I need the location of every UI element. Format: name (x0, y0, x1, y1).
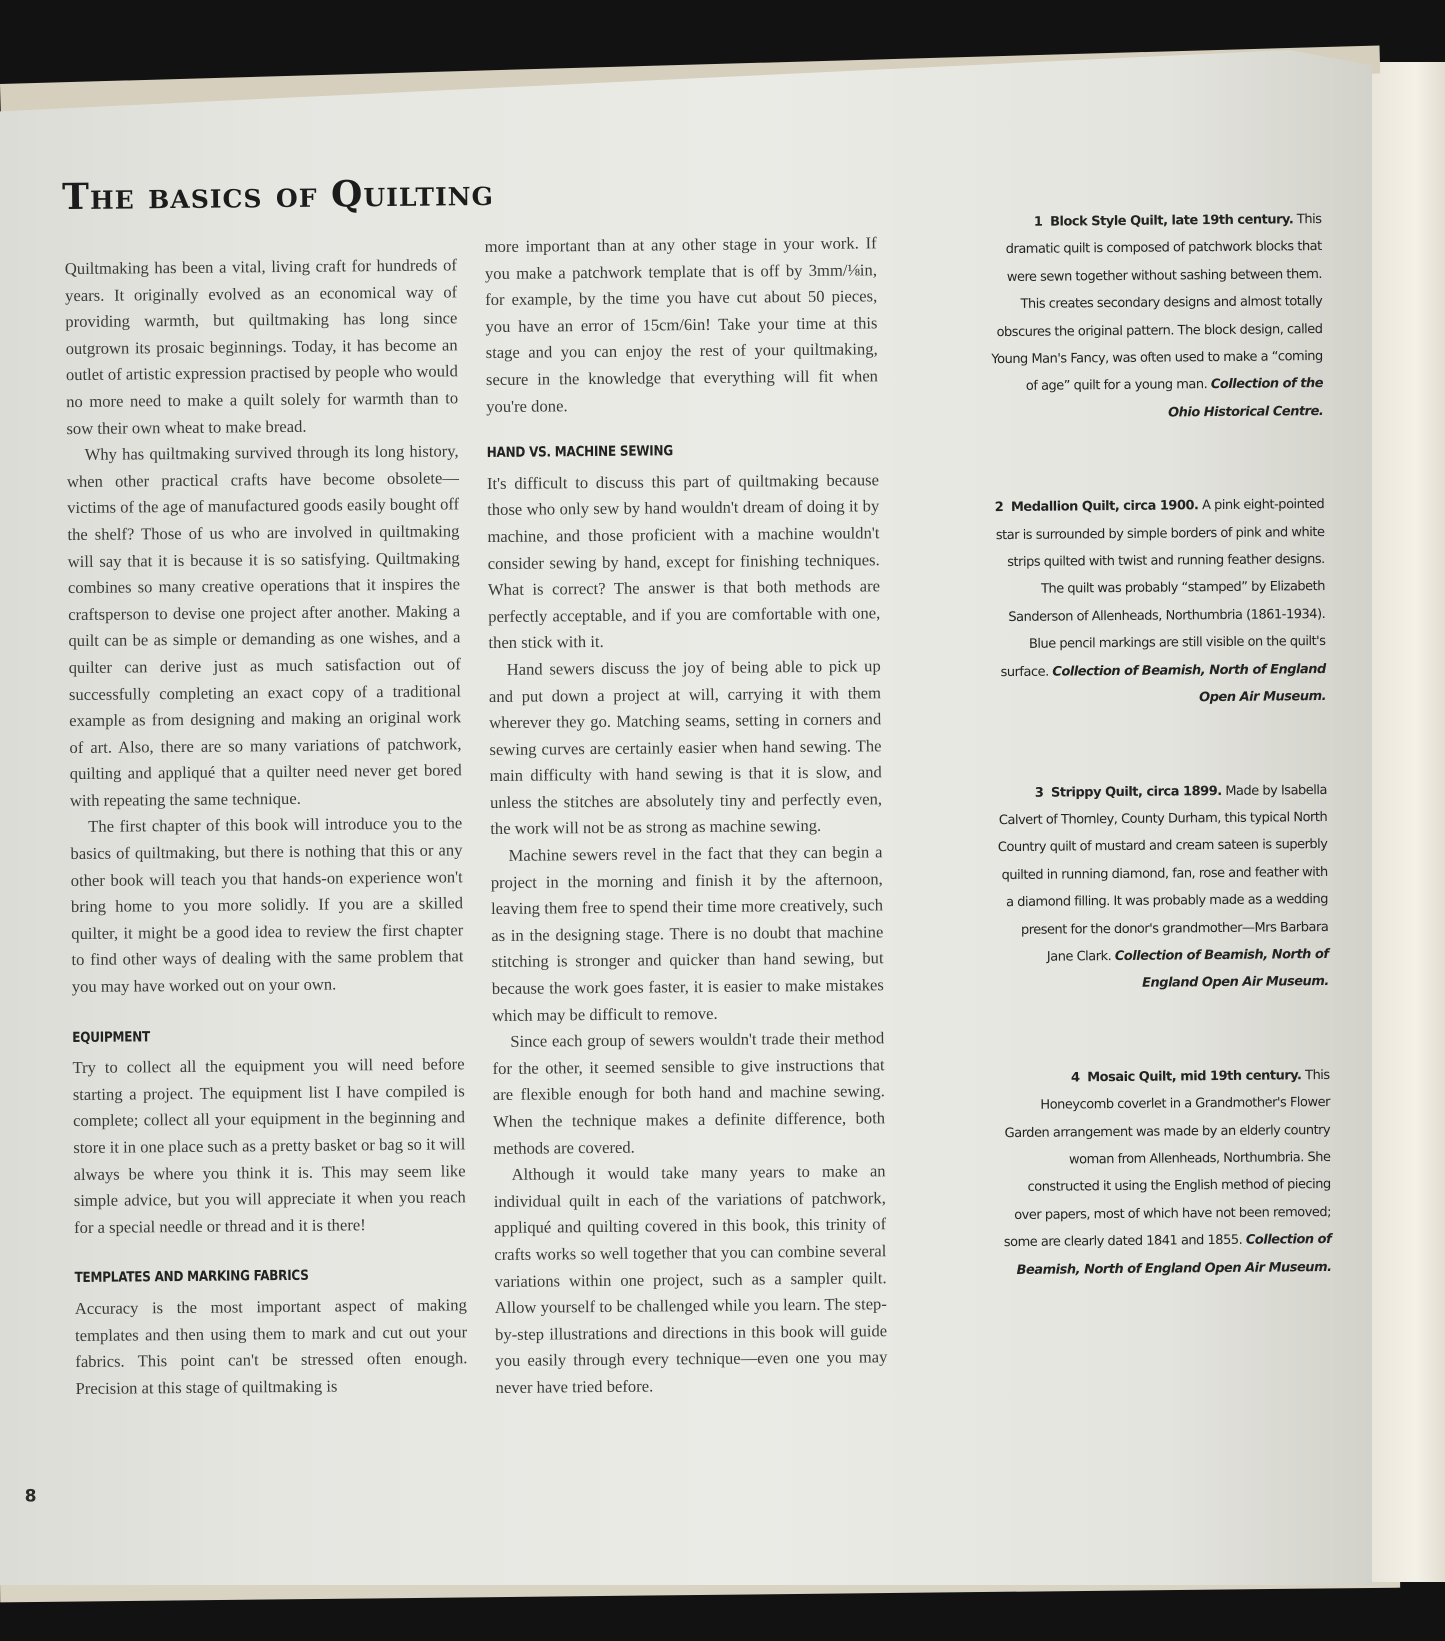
section-heading-templates: TEMPLATES AND MARKING FABRICS (74, 1268, 309, 1287)
caption-body: A pink eight-pointed star is surrounded by simple borders of pink and white strips quilted with twist and running feather designs. The quilt was probably “stamped” by Elizabeth Sanderson of Allenheads, Northumbria (1861-1934). Blue pencil markings are still visible on the quilt's surface. (995, 497, 1326, 680)
caption-2 (992, 491, 1326, 713)
caption-body: Made by Isabella Calvert of Thornley, County Durham, this typical North Country quilt of mustard and cream sateen is superbly quilted in running diamond, fan, rose and feather with a diamond filling. It was probably made as a wedding present for the donor's grandmother—Mrs Barbara Jane Clark. (997, 782, 1329, 965)
page-number: 8 (24, 1486, 37, 1507)
caption-credit: Collection of the Ohio Historical Centre. (1167, 376, 1324, 421)
paragraph: Why has quiltmaking survived through its long history, when other practical crafts have become obsolete—victims of the age of manufactured goods easily bought off the shelf? Those of us who are involved in quiltmaking will say that it is because it is so satisfying. Quiltmaking combines so many creative operations that it inspires the craftsperson to devise one project after another. Making a quilt can be as simple or demanding as one wishes, and a quilter can derive just as much satisfaction out of successfully completing an exact copy of a traditional example as from designing and making an original work of art. Also, there are so many variations of patchwork, quilting and appliqué that a quilter need never get bored with repeating the same technique. (66, 441, 462, 810)
page-title: The basics of Quilting (61, 171, 495, 219)
caption-1 (989, 206, 1323, 428)
caption-credit: Collection of Beamish, North of England Open Air Museum. (1052, 661, 1327, 706)
section-heading-equipment: EQUIPMENT (72, 1028, 151, 1046)
caption-lead: Medallion Quilt, circa 1900. (1010, 498, 1199, 516)
caption-lead: Strippy Quilt, circa 1899. (1050, 783, 1222, 801)
caption-column (989, 206, 1332, 1350)
middle-column (485, 230, 888, 1401)
caption-number: 2 (994, 500, 1004, 516)
caption-number: 3 (1034, 785, 1044, 801)
caption-lead: Mosaic Quilt, mid 19th century. (1087, 1067, 1302, 1086)
paragraph: It's difficult to discuss this part of quiltmaking because those who only sew by hand wouldn't dream of doing it by machine, and those proficient with a machine wouldn't consider sewing by hand, except for finishing techniques. What is correct? The answer is that both methods are perfectly acceptable, and if you are comfortable with one, then stick with it. (486, 470, 881, 653)
paragraph: Try to collect all the equipment you will need before starting a project. The equipment list I have compiled is complete; collect all your equipment in the beginning and store it in one place such as a pretty basket or bag so it will always be where you think it is. This may seem like simple advice, but you will appreciate it when you reach for a special needle or thread and it is there! (72, 1054, 466, 1237)
paragraph: The first chapter of this book will introduce you to the basics of quiltmaking, but there is nothing that this or any other book will teach you that hands-on experience won't bring home to you more solidly. If you are a skilled quilter, it might be a good idea to review the first chapter to find other ways of dealing with the same problem that you may have worked out on your own. (70, 813, 464, 997)
caption-credit: Collection of Beamish, North of England Open Air Museum. (1114, 946, 1329, 992)
paragraph: Quiltmaking has been a vital, living craft for hundreds of years. It originally evolved as an economical way of providing warmth, but quiltmaking has long since outgrown its prosaic beginnings. Today, it has become an outlet of artistic expression practised by people who would no more need to make a quilt solely for warmth than to sow their own wheat to make bread. (64, 255, 459, 438)
caption-4 (998, 1062, 1332, 1284)
paragraph: more important than at any other stage in your work. If you make a patchwork template that is off by 3mm/⅛in, for example, by the time you have cut about 50 pieces, you have an error of 15cm/6in! Take your time at this stage and you can enjoy the rest of your quiltmaking, secure in the knowledge that everything will fit when you're done. (484, 233, 879, 416)
section-heading-hand-vs-machine: HAND VS. MACHINE SEWING (486, 443, 674, 462)
caption-number: 4 (1070, 1070, 1080, 1086)
caption-body: This Honeycomb coverlet in a Grandmother's Flower Garden arrangement was made by an elderly country woman from Allenheads, Northumbria. She constructed it using the English method of piecing over papers, most of which have not been removed; some are clearly dated 1841 and 1855. (1003, 1067, 1332, 1251)
caption-credit: Collection of Beamish, North of England Open Air Museum. (1016, 1232, 1332, 1278)
paragraph: Machine sewers revel in the fact that they can begin a project in the morning and finish it by the afternoon, leaving them free to spend their time more creatively, such as in the designing stage. There is no doubt that machine stitching is stronger and quicker than hand sewing, but because the work goes faster, it is easier to make mistakes which may be difficult to remove. (490, 842, 884, 1025)
paragraph: Accuracy is the most important aspect of making templates and then using them to mark and cut out your fabrics. This point can't be stressed often enough. Precision at this stage of quiltmaking is (74, 1295, 468, 1398)
caption-lead: Block Style Quilt, late 19th century. (1050, 212, 1294, 230)
caption-3 (995, 776, 1329, 998)
paragraph: Although it would take many years to make an individual quilt in each of the variations of patchwork, appliqué and quilting covered in this book, this trinity of crafts works so well together that you can combine several variations within one project, such as a sampler quilt. Allow yourself to be challenged while you learn. The step-by-step illustrations and directions in this book will guide you easily through every technique—even one you may never have tried before. (493, 1161, 888, 1397)
left-column (65, 252, 468, 1402)
caption-number: 1 (1033, 214, 1043, 230)
paragraph: Since each group of sewers wouldn't trade their method for the other, it seemed sensible to give instructions that are flexible enough for both hand and machine sewing. When the technique makes a definite difference, both methods are covered. (492, 1028, 886, 1158)
paragraph: Hand sewers discuss the joy of being able to pick up and put down a project at will, carrying it with them wherever they go. Matching seams, setting in corners and sewing curves are certainly easier when hand sewing. The main difficulty with hand sewing is that it is slow, and unless the stitches are absolutely tiny and perfectly even, the work will not be as strong as machine sewing. (488, 656, 883, 839)
caption-body: This dramatic quilt is composed of patchwork blocks that were sewn together without sashing between them. This creates secondary designs and almost totally obscures the original pattern. The block design, called Young Man's Fancy, was often used to make a “coming of age” quilt for a young man. (991, 212, 1323, 395)
